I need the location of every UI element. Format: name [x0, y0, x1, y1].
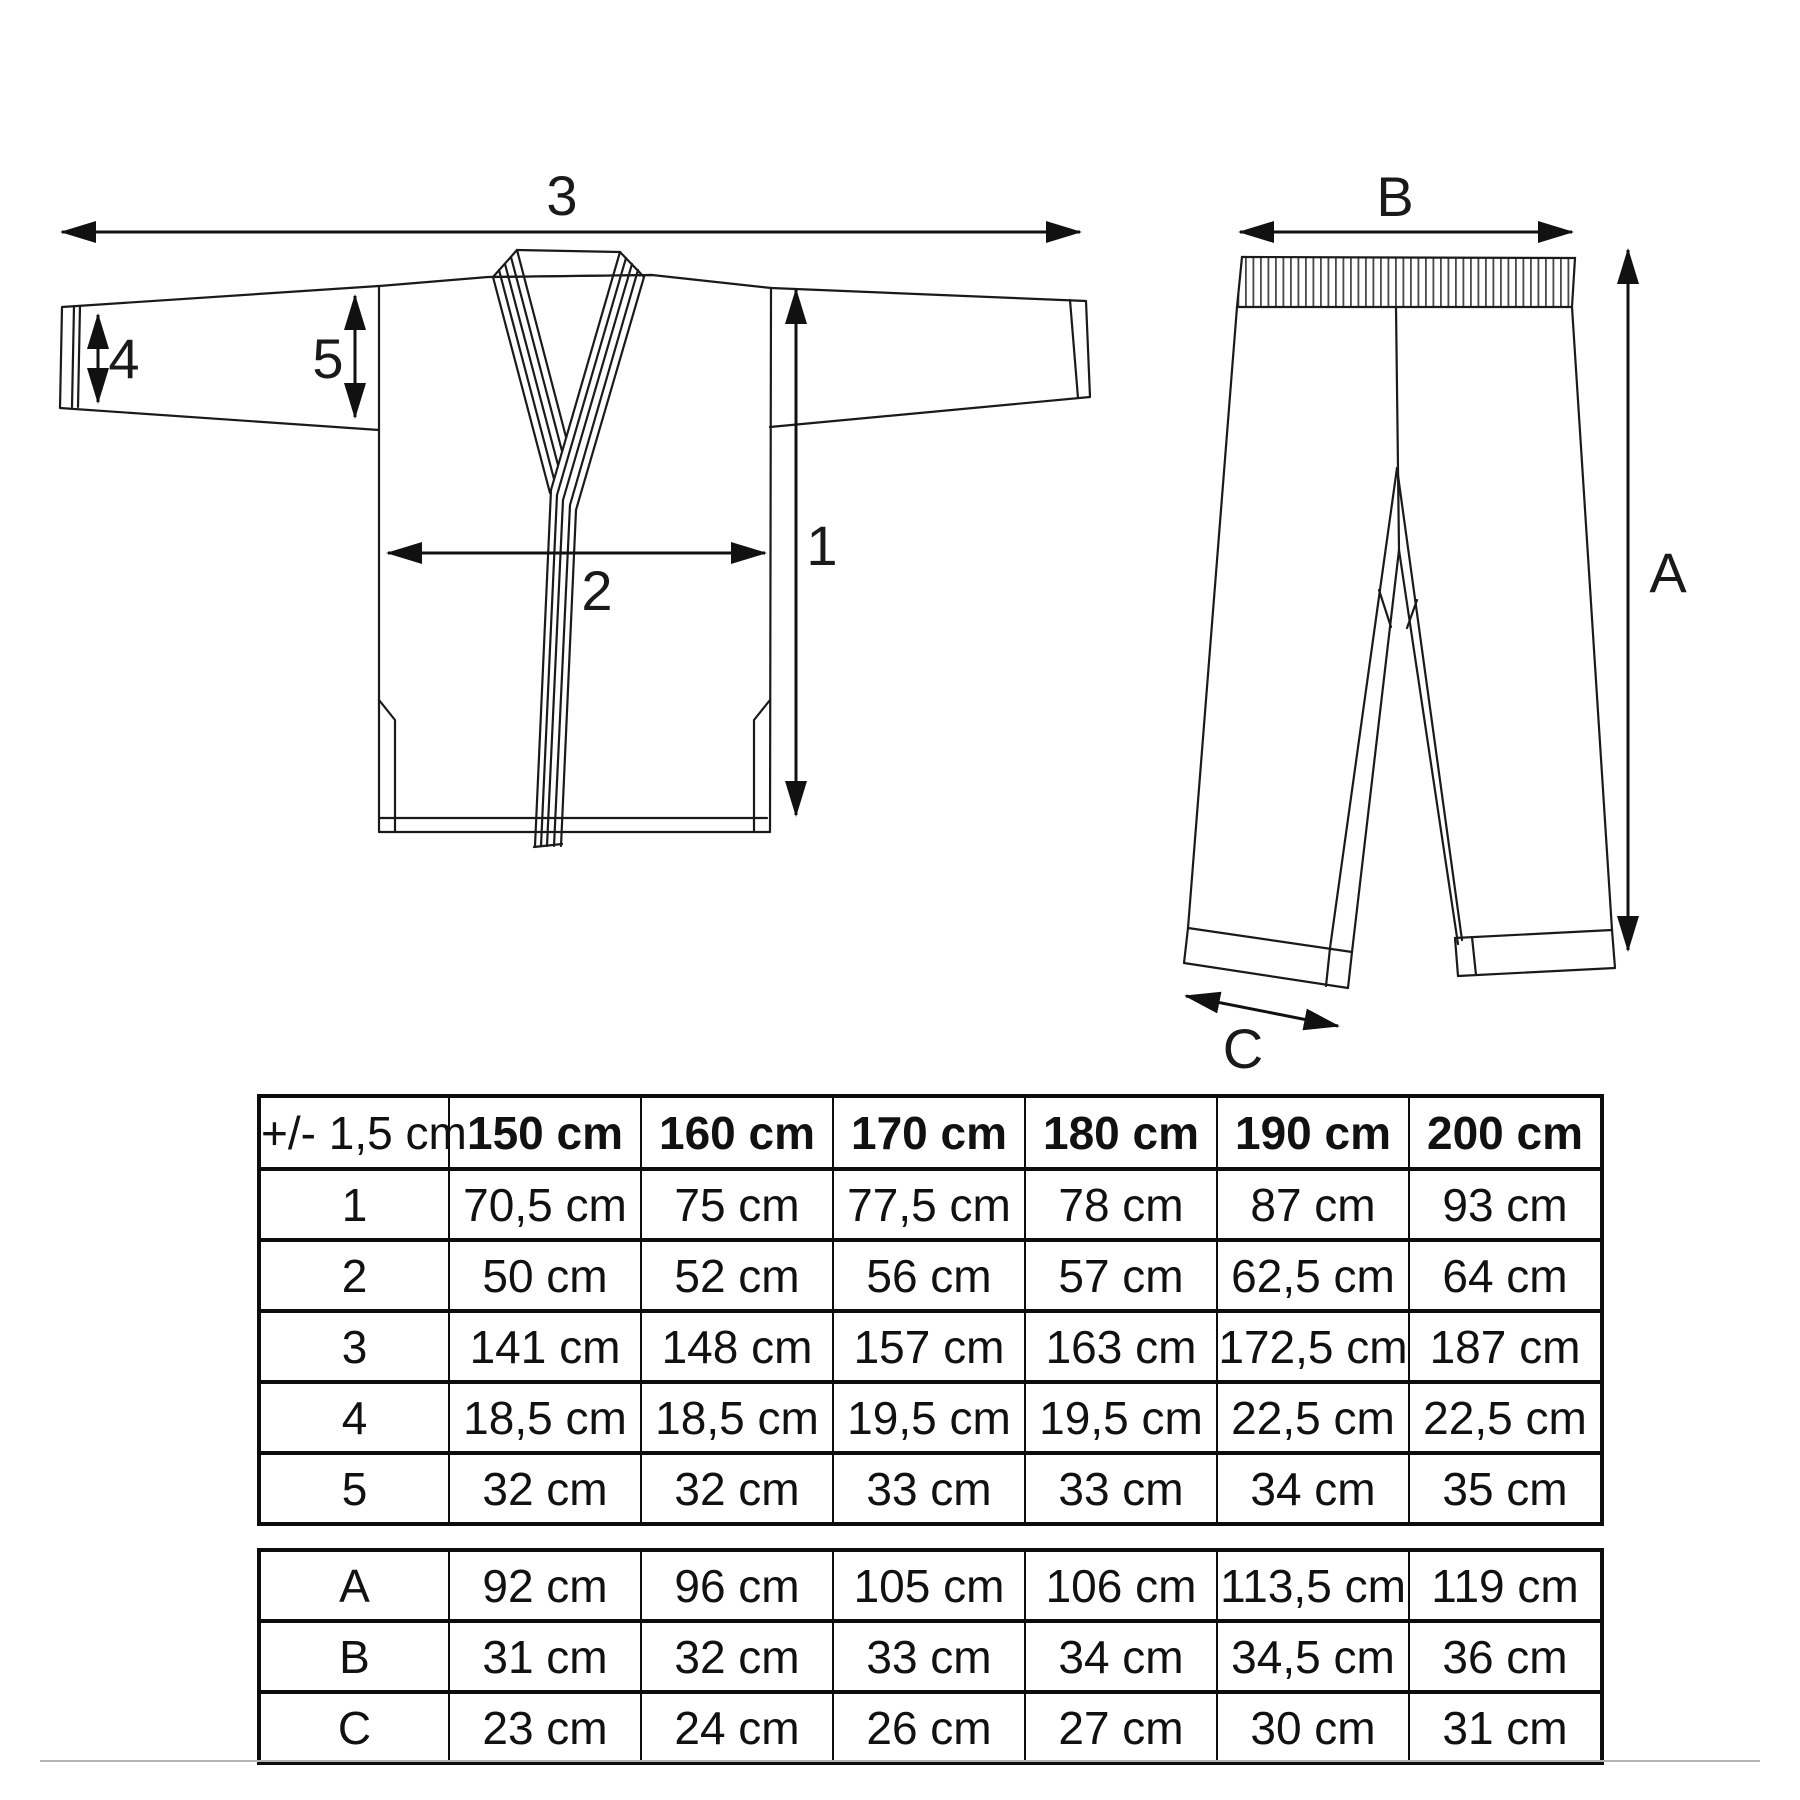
- value-cell: 26 cm: [833, 1692, 1025, 1763]
- value-cell: 157 cm: [833, 1311, 1025, 1382]
- table-row: [259, 1621, 1602, 1692]
- value-cell: 77,5 cm: [833, 1169, 1025, 1240]
- value-cell: 78 cm: [1025, 1169, 1217, 1240]
- value-cell: 141 cm: [449, 1311, 641, 1382]
- row-label-cell: A: [259, 1550, 449, 1621]
- value-cell: 19,5 cm: [1025, 1382, 1217, 1453]
- value-cell: 34,5 cm: [1217, 1621, 1409, 1692]
- value-cell: 172,5 cm: [1217, 1311, 1409, 1382]
- value-cell: 36 cm: [1409, 1621, 1602, 1692]
- value-cell: 33 cm: [833, 1453, 1025, 1524]
- jacket-length-label: 1: [806, 514, 838, 577]
- value-cell: 119 cm: [1409, 1550, 1602, 1621]
- size-header-row: [259, 1096, 1602, 1169]
- value-cell: 148 cm: [641, 1311, 833, 1382]
- value-cell: 187 cm: [1409, 1311, 1602, 1382]
- row-label-cell: 5: [259, 1453, 449, 1524]
- jacket-drawing: [60, 250, 1090, 847]
- value-cell: 64 cm: [1409, 1240, 1602, 1311]
- row-label-cell: B: [259, 1621, 449, 1692]
- value-cell: 19,5 cm: [833, 1382, 1025, 1453]
- jacket-sleeve-label: 5: [312, 327, 344, 390]
- size-header-cell: 160 cm: [641, 1096, 833, 1169]
- value-cell: 18,5 cm: [449, 1382, 641, 1453]
- value-cell: 106 cm: [1025, 1550, 1217, 1621]
- value-cell: 87 cm: [1217, 1169, 1409, 1240]
- value-cell: 70,5 cm: [449, 1169, 641, 1240]
- row-label-cell: 2: [259, 1240, 449, 1311]
- value-cell: 105 cm: [833, 1550, 1025, 1621]
- row-label-cell: 4: [259, 1382, 449, 1453]
- row-label-cell: 1: [259, 1169, 449, 1240]
- table-row: [259, 1550, 1602, 1621]
- value-cell: 62,5 cm: [1217, 1240, 1409, 1311]
- value-cell: 31 cm: [449, 1621, 641, 1692]
- jacket-cuff-label: 4: [108, 327, 140, 390]
- value-cell: 23 cm: [449, 1692, 641, 1763]
- value-cell: 33 cm: [833, 1621, 1025, 1692]
- value-cell: 50 cm: [449, 1240, 641, 1311]
- value-cell: 30 cm: [1217, 1692, 1409, 1763]
- pants-drawing: [1184, 257, 1615, 988]
- value-cell: 27 cm: [1025, 1692, 1217, 1763]
- value-cell: 22,5 cm: [1217, 1382, 1409, 1453]
- jacket-size-table: [257, 1094, 1604, 1526]
- pants-length-label: A: [1649, 541, 1687, 604]
- tolerance-cell: +/- 1,5 cm: [259, 1096, 449, 1169]
- value-cell: 33 cm: [1025, 1453, 1217, 1524]
- size-header-cell: 180 cm: [1025, 1096, 1217, 1169]
- value-cell: 96 cm: [641, 1550, 833, 1621]
- size-header-cell: 170 cm: [833, 1096, 1025, 1169]
- table-row: [259, 1169, 1602, 1240]
- value-cell: 163 cm: [1025, 1311, 1217, 1382]
- value-cell: 52 cm: [641, 1240, 833, 1311]
- row-label-cell: 3: [259, 1311, 449, 1382]
- size-header-cell: 200 cm: [1409, 1096, 1602, 1169]
- table-row: [259, 1453, 1602, 1524]
- value-cell: 34 cm: [1217, 1453, 1409, 1524]
- table-row: [259, 1382, 1602, 1453]
- table-row: [259, 1692, 1602, 1763]
- jacket-width-label: 2: [581, 559, 613, 622]
- table-row: [259, 1311, 1602, 1382]
- row-label-cell: C: [259, 1692, 449, 1763]
- value-cell: 93 cm: [1409, 1169, 1602, 1240]
- value-cell: 57 cm: [1025, 1240, 1217, 1311]
- value-cell: 24 cm: [641, 1692, 833, 1763]
- value-cell: 56 cm: [833, 1240, 1025, 1311]
- value-cell: 32 cm: [641, 1621, 833, 1692]
- size-header-cell: 190 cm: [1217, 1096, 1409, 1169]
- jacket-wingspan-label: 3: [546, 164, 578, 227]
- value-cell: 113,5 cm: [1217, 1550, 1409, 1621]
- pants-waist-label: B: [1376, 165, 1414, 228]
- value-cell: 34 cm: [1025, 1621, 1217, 1692]
- value-cell: 31 cm: [1409, 1692, 1602, 1763]
- size-header-cell: 150 cm: [449, 1096, 641, 1169]
- value-cell: 35 cm: [1409, 1453, 1602, 1524]
- bottom-separator-line: [40, 1760, 1760, 1762]
- value-cell: 18,5 cm: [641, 1382, 833, 1453]
- value-cell: 75 cm: [641, 1169, 833, 1240]
- value-cell: 22,5 cm: [1409, 1382, 1602, 1453]
- value-cell: 32 cm: [641, 1453, 833, 1524]
- value-cell: 92 cm: [449, 1550, 641, 1621]
- pants-size-table: [257, 1548, 1604, 1765]
- table-row: [259, 1240, 1602, 1311]
- pants-hem-label: C: [1222, 1017, 1264, 1080]
- value-cell: 32 cm: [449, 1453, 641, 1524]
